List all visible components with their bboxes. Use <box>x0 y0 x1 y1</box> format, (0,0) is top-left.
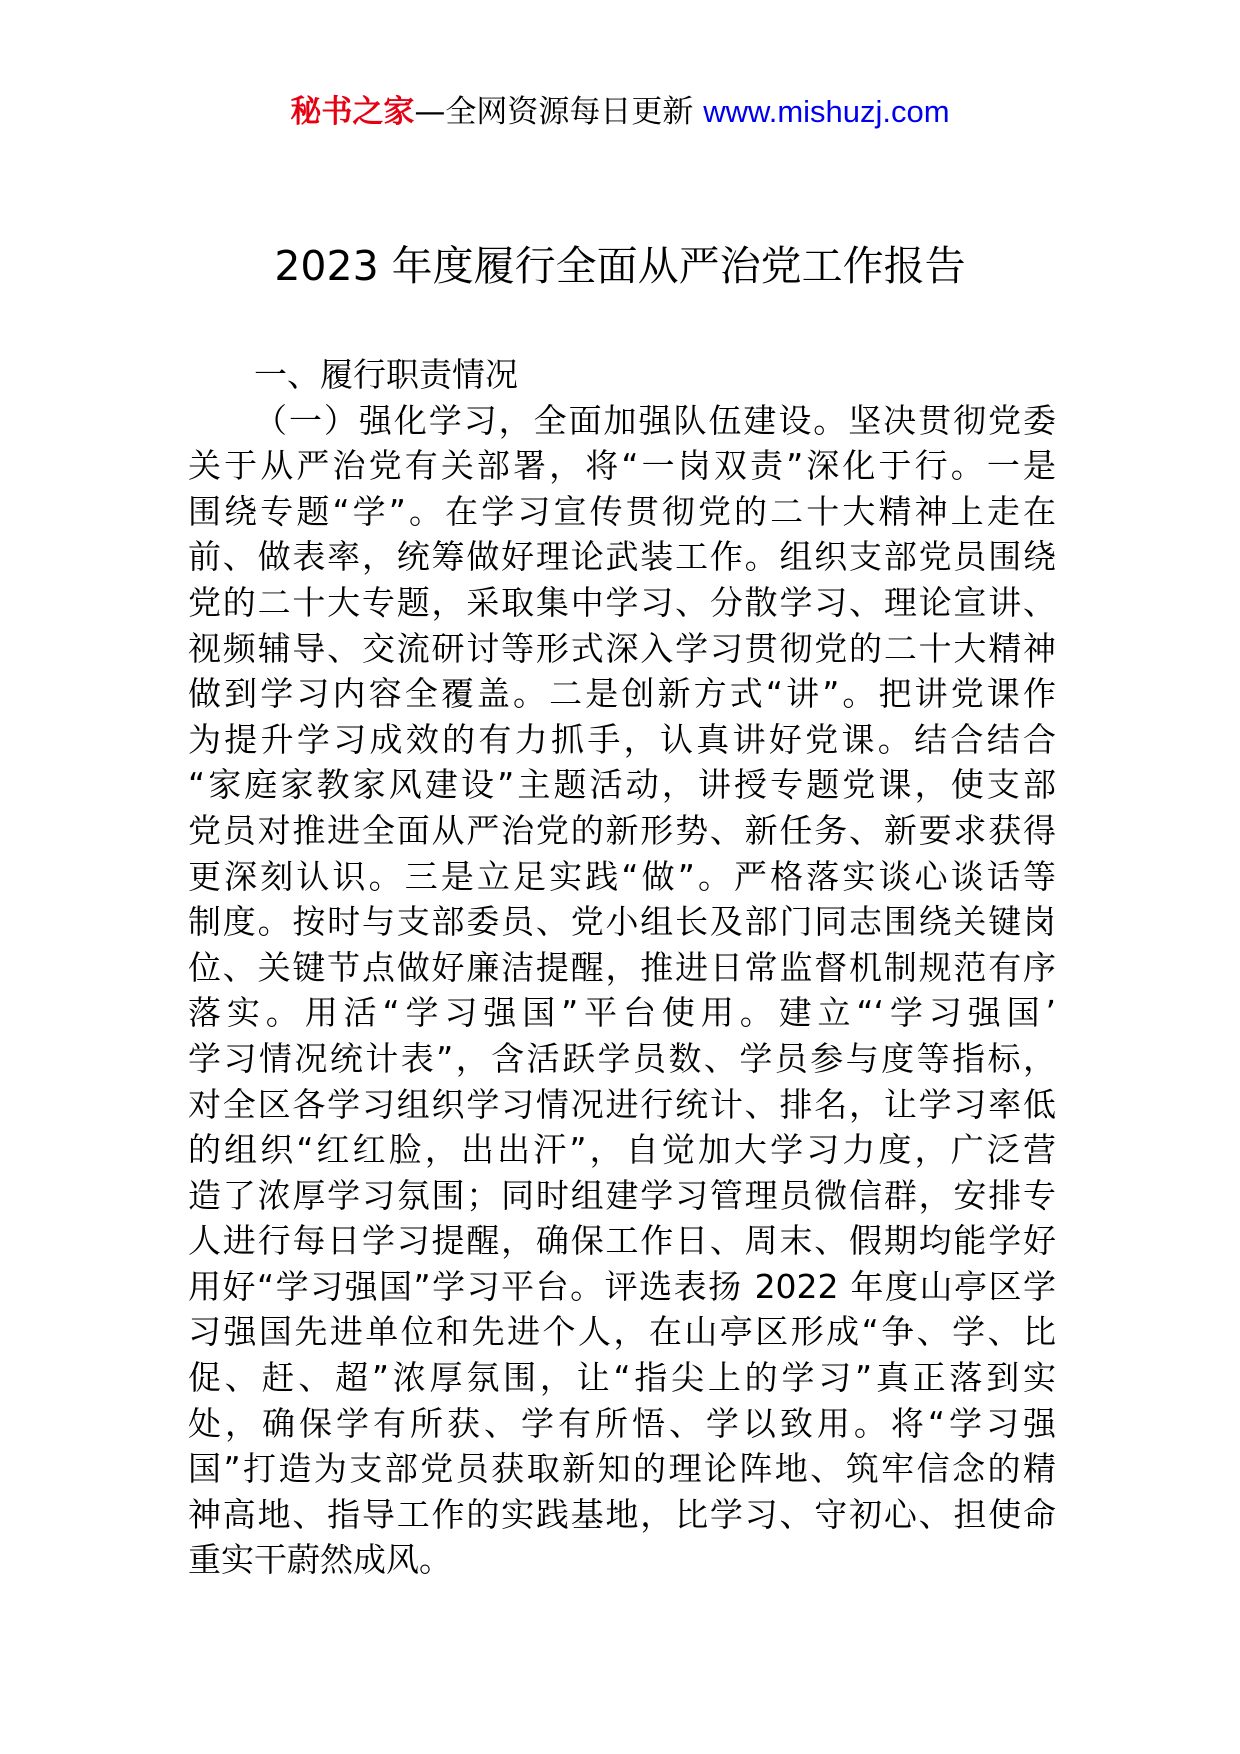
paragraph-line: 神高地、指导工作的实践基地，比学习、守初心、担使命 <box>188 1494 1056 1534</box>
paragraph-line: 党的二十大专题，采取集中学习、分散学习、理论宣讲、 <box>188 582 1056 622</box>
paragraph-line: 人进行每日学习提醒，确保工作日、周末、假期均能学好 <box>188 1221 1056 1261</box>
paragraph-line: 落实。用活“学习强国”平台使用。建立“‘学习强国’ <box>188 993 1056 1033</box>
paragraph-line: 更深刻认识。三是立足实践“做”。严格落实谈心谈话等 <box>188 856 1056 896</box>
section-heading: 一、履行职责情况 <box>254 355 518 394</box>
paragraph-line: 党员对推进全面从严治党的新形势、新任务、新要求获得 <box>188 810 1056 850</box>
watermark-header <box>0 92 1240 132</box>
paragraph-line: 做到学习内容全覆盖。二是创新方式“讲”。把讲党课作 <box>188 674 1056 714</box>
paragraph-line: （一）强化学习，全面加强队伍建设。坚决贯彻党委 <box>254 400 1056 440</box>
paragraph-line: 造了浓厚学习氛围；同时组建学习管理员微信群，安排专 <box>188 1175 1056 1215</box>
paragraph-line: 为提升学习成效的有力抓手，认真讲好党课。结合结合 <box>188 719 1056 759</box>
paragraph-line: 处，确保学有所获、学有所悟、学以致用。将“学习强 <box>188 1403 1056 1443</box>
paragraph-line: 重实干蔚然成风。 <box>188 1540 452 1580</box>
site-brand: 秘书之家 <box>290 94 415 130</box>
paragraph-line: 学习情况统计表”，含活跃学员数、学员参与度等指标， <box>188 1038 1056 1078</box>
site-tagline: —全网资源每日更新 <box>414 94 704 130</box>
paragraph-line: “家庭家教家风建设”主题活动，讲授专题党课，使支部 <box>188 765 1056 805</box>
paragraph-line: 习强国先进单位和先进个人，在山亭区形成“争、学、比 <box>188 1312 1056 1352</box>
paragraph-line: 的组织“红红脸，出出汗”，自觉加大学习力度，广泛营 <box>188 1130 1056 1170</box>
paragraph-line: 视频辅导、交流研讨等形式深入学习贯彻党的二十大精神 <box>188 628 1056 668</box>
document-title: 2023 年度履行全面从严治党工作报告 <box>274 242 966 290</box>
paragraph-line: 前、做表率，统筹做好理论武装工作。组织支部党员围绕 <box>188 537 1056 577</box>
document-body <box>188 352 1056 1583</box>
paragraph-line: 关于从严治党有关部署，将“一岗双责”深化于行。一是 <box>188 446 1056 486</box>
paragraph-line: 对全区各学习组织学习情况进行统计、排名，让学习率低 <box>188 1084 1056 1124</box>
paragraph-line: 用好“学习强国”学习平台。评选表扬 2022 年度山亭区学 <box>188 1266 1056 1306</box>
paragraph-line: 制度。按时与支部委员、党小组长及部门同志围绕关键岗 <box>188 902 1056 942</box>
paragraph-line: 国”打造为支部党员获取新知的理论阵地、筑牢信念的精 <box>188 1449 1056 1489</box>
paragraph-line: 围绕专题“学”。在学习宣传贯彻党的二十大精神上走在 <box>188 491 1056 531</box>
site-url-link[interactable]: www.mishuzj.com <box>703 94 950 129</box>
paragraph-line: 位、关键节点做好廉洁提醒，推进日常监督机制规范有序 <box>188 947 1056 987</box>
paragraph-line: 促、赶、超”浓厚氛围，让“指尖上的学习”真正落到实 <box>188 1358 1056 1398</box>
